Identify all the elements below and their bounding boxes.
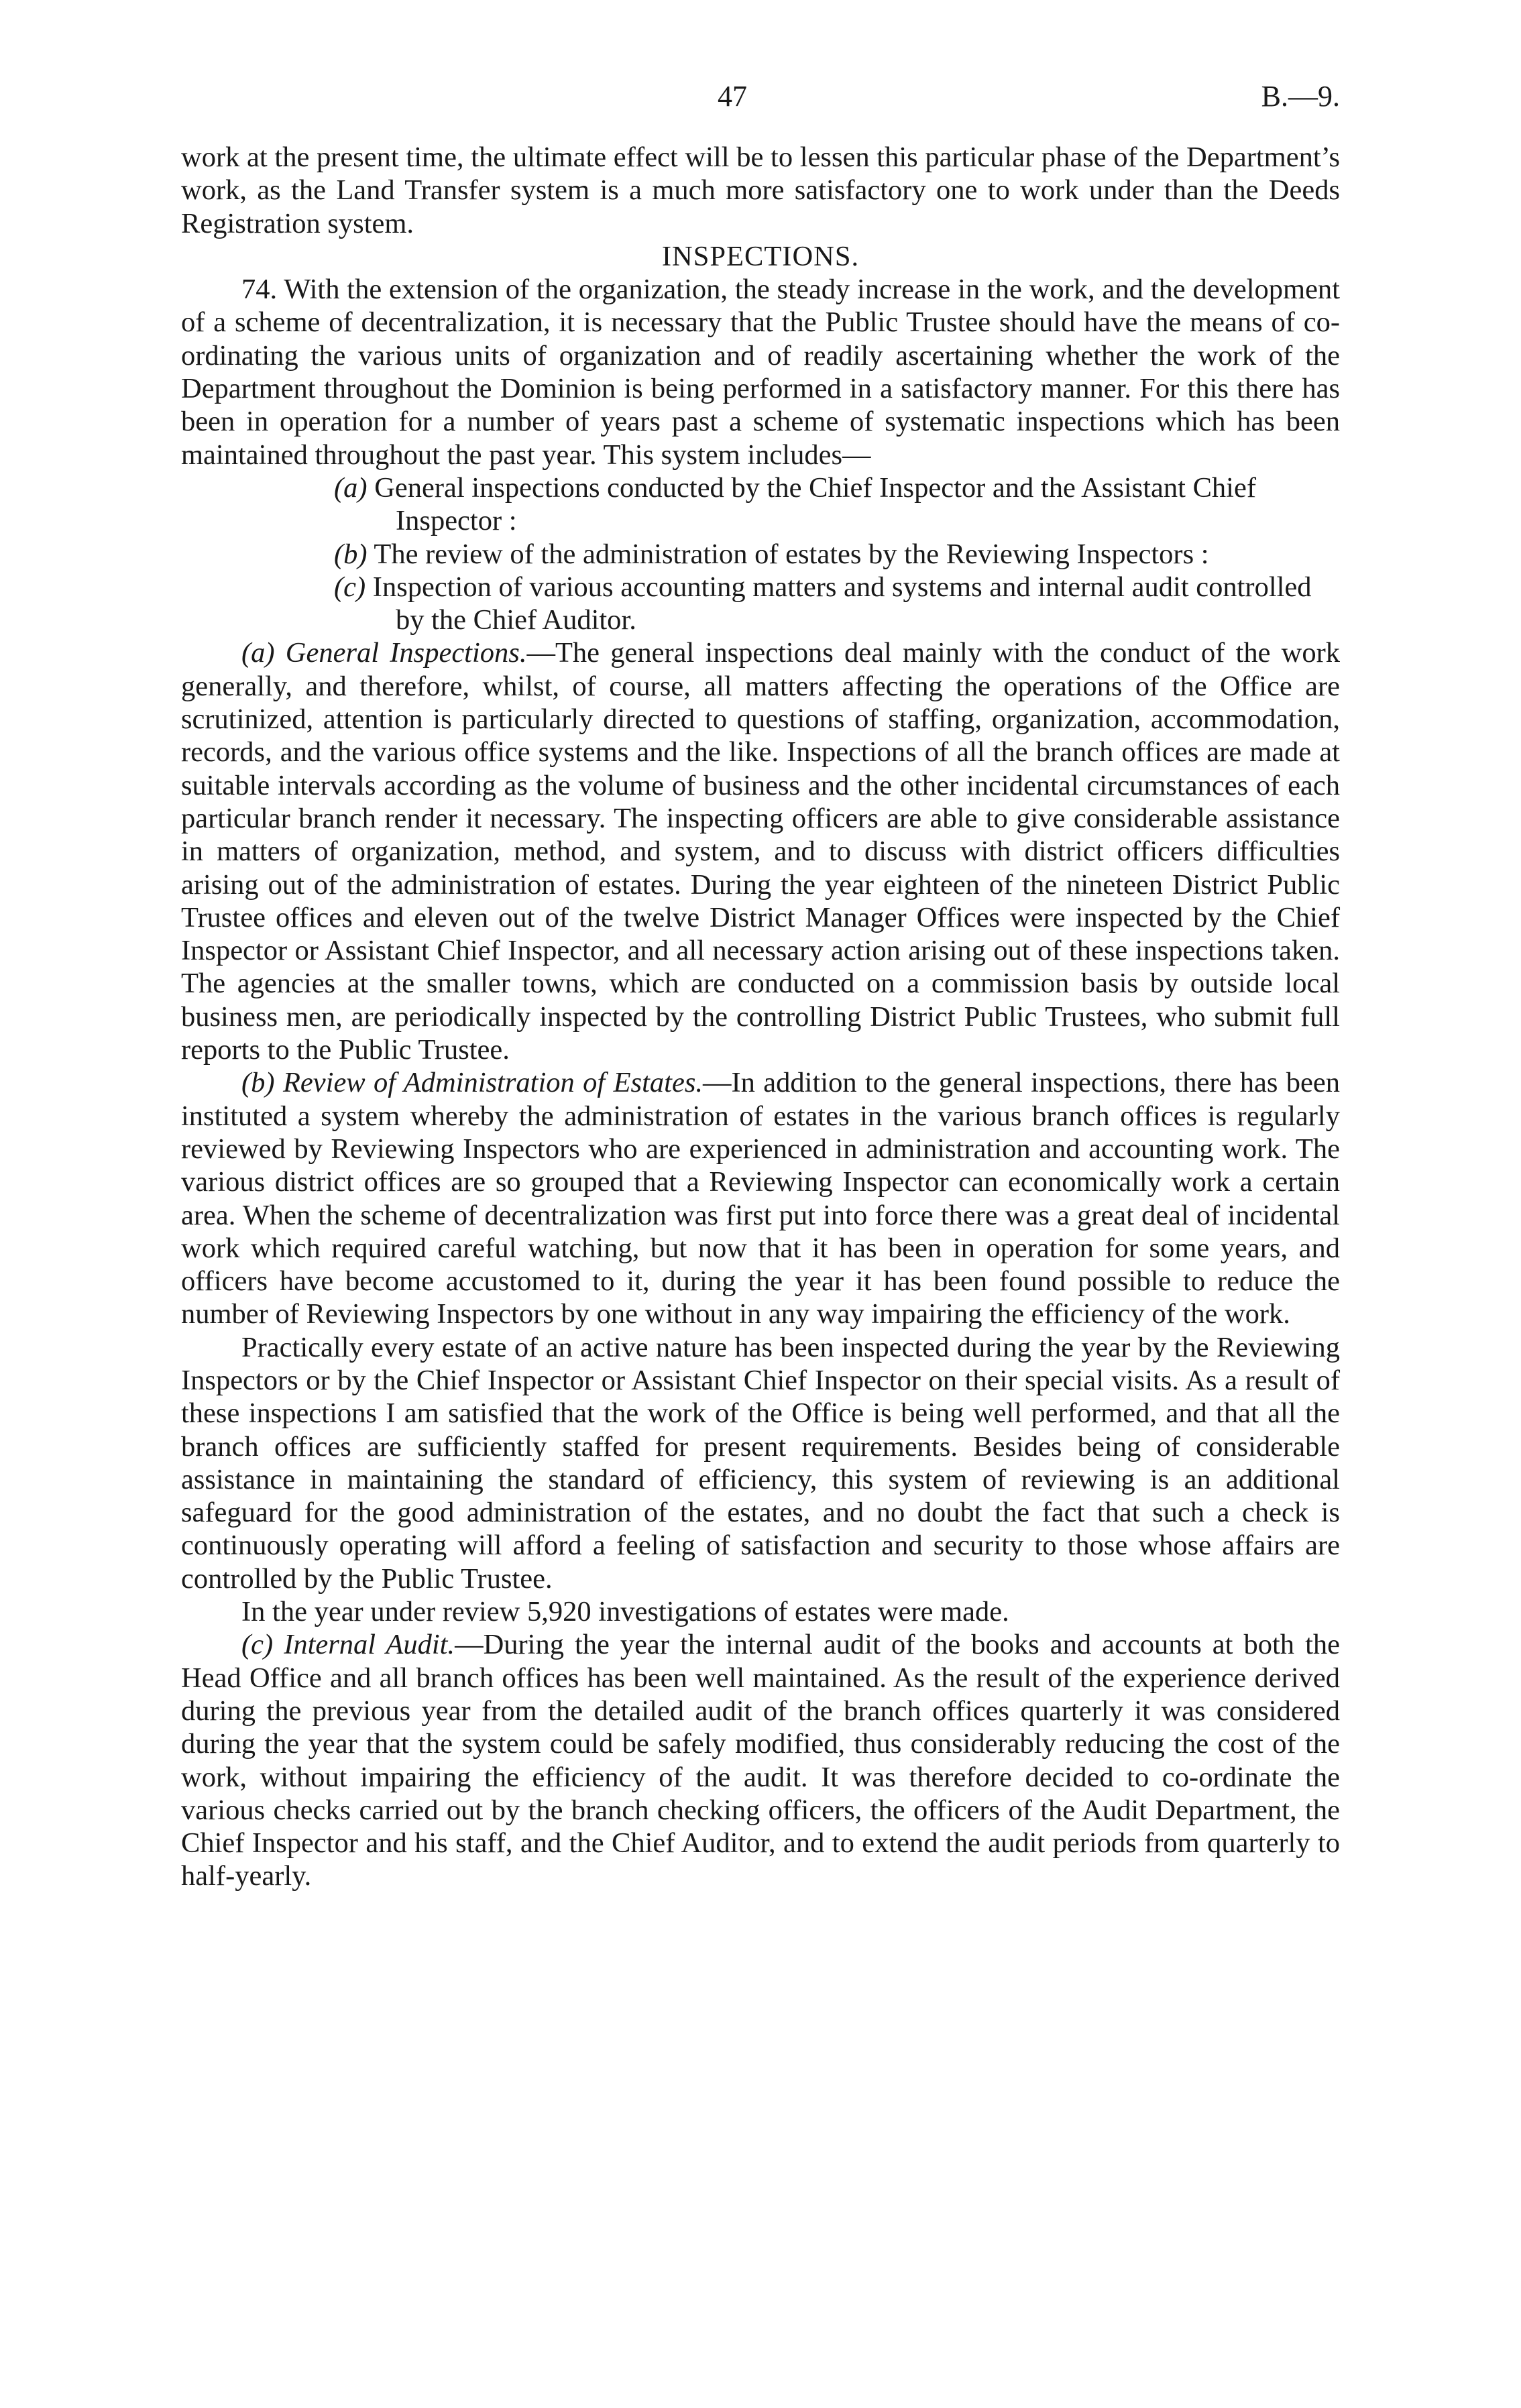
general-text: —The general inspections deal mainly with the conduct of the work generally, and therefore, whilst, of course, all matters affecting the operations of the Office are scrutinized, attention is particularly directed to questions of staffing, organization, accommodation, records, and the various office systems and the like. Inspections of all the branch offices are made at suitable intervals according as the volume of business and the other incidental circumstances of each particular branch render it necessary. The inspecting officers are able to give considerable assistance in matters of organization, method, and system, and to discuss with district officers difficulties arising out of the administration of estates. During the year eighteen of the nineteen District Public Trustee offices and eleven out of the twelve District Manager Offices were inspected by the Chief Inspector or Assistant Chief Inspector, and all necessary action arising out of these inspections taken. The agencies at the smaller towns, which are conducted on a commission basis by outside local business men, are periodically inspected by the controlling District Public Trustees, who submit full reports to the Public Trustee.	[181, 637, 1340, 1066]
list-text: Inspection of various accounting matters and systems and internal audit controlled by the Chief Auditor.	[372, 571, 1312, 636]
investigations-paragraph: In the year under review 5,920 investigations of estates were made.	[241, 1596, 1009, 1628]
general-label: (a)	[241, 637, 275, 669]
list-text: General inspections conducted by the Chief Inspector and the Assistant Chief Inspector :	[374, 471, 1256, 537]
list-item	[181, 471, 1340, 538]
audit-label: (c)	[241, 1629, 274, 1661]
body-text	[181, 141, 1340, 1893]
list-item	[181, 571, 1340, 637]
list-label: (b)	[334, 538, 368, 570]
review-paragraph	[181, 1066, 1340, 1330]
internal-audit-paragraph	[181, 1628, 1340, 1892]
section-heading: INSPECTIONS.	[661, 240, 860, 272]
list-label: (a)	[334, 471, 368, 504]
list-label: (c)	[334, 571, 366, 603]
intro-paragraph: work at the present time, the ultimate effect will be to lessen this particular phase of the Department’s work, as the Land Transfer system is a much more satisfactory one to work under than the Deeds Registration system.	[181, 141, 1340, 239]
list-text: The review of the administration of estates by the Reviewing Inspectors :	[374, 538, 1209, 570]
audit-title: Internal Audit.	[284, 1629, 455, 1661]
practically-paragraph: Practically every estate of an active nature has been inspected during the year by the Reviewing Inspectors or by the Chief Inspector or Assistant Chief Inspector on their special visits. As a result of these inspections I am satisfied that the work of the Office is being well performed, and that all the branch offices are sufficiently staffed for present requirements. Besides being of considerable assistance in maintaining the standard of efficiency, this system of reviewing is an additional safeguard for the good administration of the estates, and no doubt the fact that such a check is continuously operating will afford a feeling of satisfaction and security to those whose affairs are controlled by the Public Trustee.	[181, 1331, 1340, 1595]
review-title: Review of Administration of Estates.	[282, 1067, 703, 1099]
review-label: (b)	[241, 1067, 275, 1099]
paragraph-74: 74. With the extension of the organization, the steady increase in the work, and the development of a scheme of decentralization, it is necessary that the Public Trustee should have the means of co-ordinating the various units of organization and of readily ascertaining whether the work of the Department throughout the Dominion is being performed in a satisfactory manner. For this there has been in operation for a number of years past a scheme of systematic inspections which has been maintained throughout the past year. This system includes—	[181, 274, 1340, 471]
page-header	[0, 79, 1521, 119]
general-title: General Inspections.	[285, 637, 527, 669]
general-inspections-paragraph	[181, 636, 1340, 1066]
page-number: 47	[718, 80, 747, 113]
list-item	[181, 538, 1340, 571]
review-text: —In addition to the general inspections, there has been instituted a system whereby the administration of estates in the various branch offices is regularly reviewed by Reviewing Inspectors who are experienced in administration and accounting work. The various district offices are so grouped that a Reviewing Inspector can economically work a certain area. When the scheme of decentralization was first put into force there was a great deal of incidental work which required careful watching, but now that it has been in operation for some years, and officers have become accustomed to it, during the year it has been found possible to reduce the number of Reviewing Inspectors by one without in any way impairing the efficiency of the work.	[181, 1067, 1340, 1330]
audit-text: —During the year the internal audit of the books and accounts at both the Head Office and all branch offices has been well maintained. As the result of the experience derived during the previous year from the detailed audit of the branch offices quarterly it was considered during the year that the system could be safely modified, thus considerably reducing the cost of the work, without impairing the efficiency of the audit. It was therefore decided to co-ordinate the various checks carried out by the branch checking officers, the officers of the Audit Department, the Chief Inspector and his staff, and the Chief Auditor, and to extend the audit periods from quarterly to half-yearly.	[181, 1629, 1340, 1892]
document-reference: B.—9.	[1261, 80, 1340, 113]
inspection-list	[181, 471, 1340, 636]
